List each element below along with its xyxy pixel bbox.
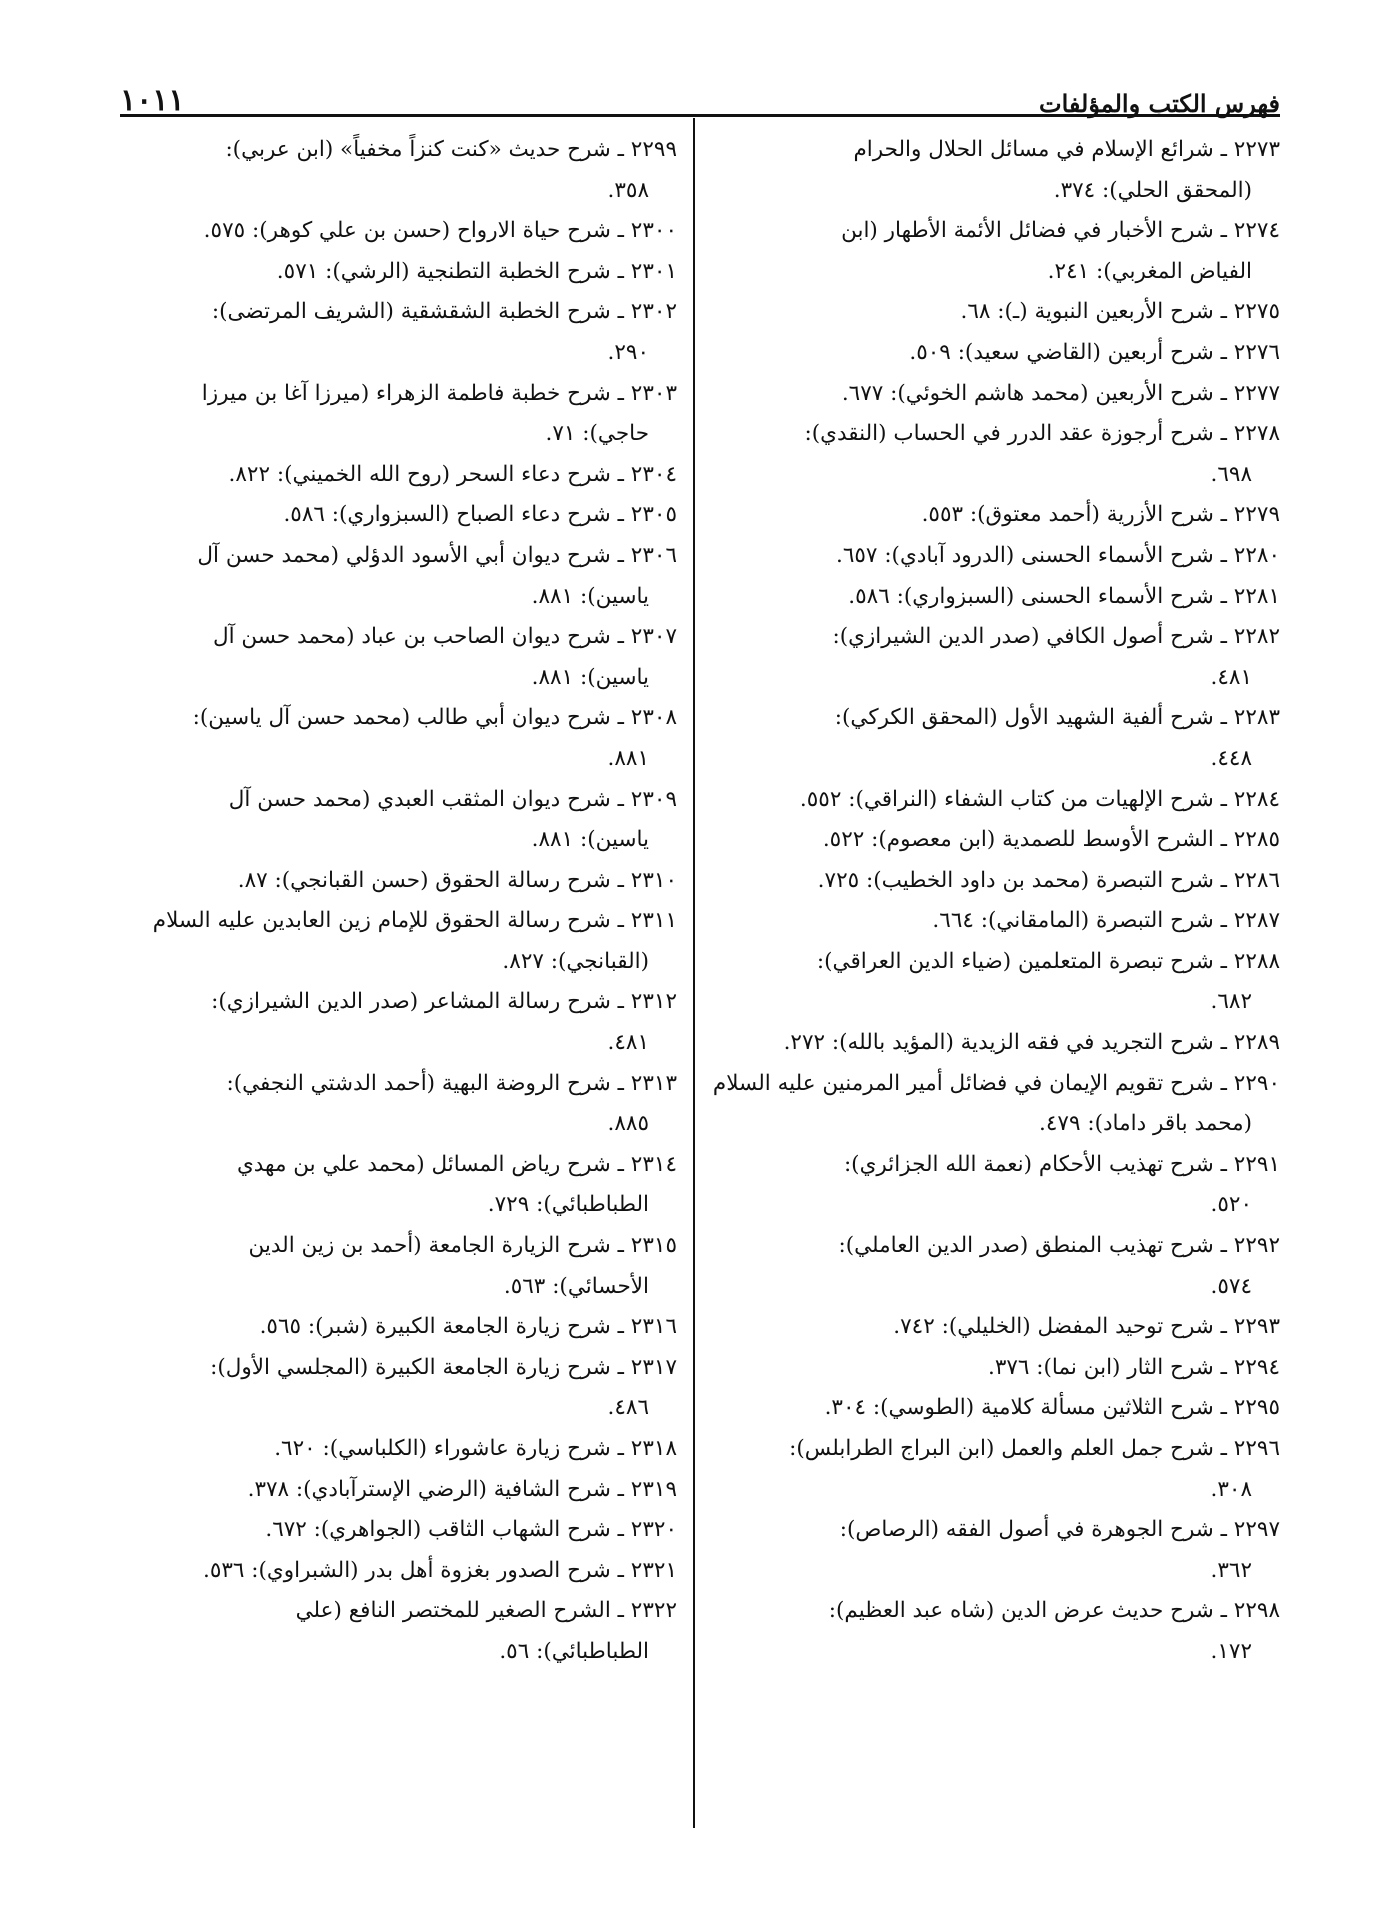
entry-text: ٢٢٩٨ ـ شرح حديث عرض الدين (شاه عبد العظيم):	[828, 1598, 1280, 1624]
entry-continuation: الأحسائي): ٥٦٣.	[503, 1273, 649, 1299]
entry-continuation: الطباطبائي): ٥٦.	[499, 1638, 649, 1664]
entry-text: ٢٢٩١ ـ شرح تهذيب الأحكام (نعمة الله الجزائري):	[843, 1151, 1280, 1177]
index-column-left	[120, 130, 677, 1673]
index-entry	[712, 1064, 1280, 1145]
index-entry	[712, 211, 1280, 292]
entry-continuation: ٨٨١.	[607, 745, 649, 771]
index-entry	[712, 901, 1280, 942]
entry-text: ٢٢٨١ ـ شرح الأسماء الحسنى (السبزواري): ٥٨٦.	[848, 583, 1280, 609]
entry-continuation: ٥٧٤.	[1210, 1273, 1252, 1299]
entry-text: ٢٢٨٩ ـ شرح التجريد في فقه الزيدية (المؤيد بالله): ٢٧٢.	[783, 1030, 1280, 1056]
index-entry	[712, 1388, 1280, 1429]
index-entry	[120, 495, 677, 536]
index-entry	[712, 617, 1280, 698]
entry-text: ٢٢٩٦ ـ شرح جمل العلم والعمل (ابن البراج الطرابلس):	[789, 1436, 1280, 1461]
entry-text: ٢٢٧٦ ـ شرح أربعين (القاضي سعيد): ٥٠٩.	[909, 339, 1280, 365]
entry-continuation: ياسين): ٨٨١.	[531, 583, 649, 609]
index-entry	[120, 617, 677, 698]
entry-text: ٢٢٨٨ ـ شرح تبصرة المتعلمين (ضياء الدين العراقي):	[816, 948, 1280, 974]
entry-text: ٢٣٠٨ ـ شرح ديوان أبي طالب (محمد حسن آل ياسين):	[192, 705, 677, 731]
entry-text: ٢٢٧٣ ـ شرائع الإسلام في مسائل الحلال والحرام	[853, 137, 1280, 162]
entry-text: ٢٢٩٠ ـ شرح تقويم الإيمان في فضائل أمير المرمنين عليه السلام	[712, 1070, 1280, 1096]
column-divider	[693, 118, 695, 1828]
index-entry	[120, 901, 677, 982]
index-entry	[120, 292, 677, 373]
entry-text: ٢٢٨٢ ـ شرح أصول الكافي (صدر الدين الشيرازي):	[832, 624, 1280, 650]
entry-continuation: ٤٨٦.	[607, 1395, 649, 1421]
entry-continuation: ١٧٢.	[1210, 1638, 1252, 1664]
entry-continuation: ياسين): ٨٨١.	[531, 664, 649, 690]
index-entry	[120, 1307, 677, 1348]
index-entry	[712, 820, 1280, 861]
index-entry	[712, 333, 1280, 374]
index-entry	[120, 982, 677, 1063]
entry-text: ٢٣١٤ ـ شرح رياض المسائل (محمد علي بن مهدي	[236, 1151, 677, 1177]
entry-text: ٢٢٧٧ ـ شرح الأربعين (محمد هاشم الخوئي): ٦٧٧.	[841, 380, 1280, 406]
index-entry	[712, 1348, 1280, 1389]
entry-text: ٢٣٢٢ ـ الشرح الصغير للمختصر النافع (علي	[295, 1598, 677, 1624]
index-entry	[120, 780, 677, 861]
entry-text: ٢٢٩٥ ـ شرح الثلاثين مسألة كلامية (الطوسي): ٣٠٤.	[824, 1395, 1280, 1421]
entry-text: ٢٣٠٤ ـ شرح دعاء السحر (روح الله الخميني): ٨٢٢.	[228, 461, 677, 487]
entry-continuation: (المحقق الحلي): ٣٧٤.	[1053, 177, 1252, 203]
entry-continuation: ٤٨١.	[1210, 664, 1252, 690]
index-entry	[120, 861, 677, 902]
entry-text: ٢٣٢١ ـ شرح الصدور بغزوة أهل بدر (الشبراوي): ٥٣٦.	[202, 1557, 677, 1583]
entry-continuation: ٥٢٠.	[1210, 1192, 1252, 1218]
entry-continuation: ٦٨٢.	[1210, 989, 1252, 1015]
entry-text: ٢٣١٨ ـ شرح زيارة عاشوراء (الكلباسي): ٦٢٠.	[274, 1436, 677, 1461]
entry-text: ٢٢٧٥ ـ شرح الأربعين النبوية (ـ): ٦٨.	[960, 299, 1280, 325]
index-entry	[712, 698, 1280, 779]
index-entry	[120, 1510, 677, 1551]
entry-continuation: حاجي): ٧١.	[545, 421, 649, 447]
index-entry	[712, 292, 1280, 333]
index-entry	[712, 1226, 1280, 1307]
entry-text: ٢٢٧٤ ـ شرح الأخبار في فضائل الأئمة الأطهار (ابن	[841, 218, 1280, 244]
index-entry	[120, 698, 677, 779]
entry-text: ٢٢٩٤ ـ شرح الثار (ابن نما): ٣٧٦.	[987, 1354, 1280, 1380]
header-rule	[120, 114, 1280, 117]
entry-text: ٢٢٩٢ ـ شرح تهذيب المنطق (صدر الدين العاملي):	[838, 1233, 1280, 1259]
entry-continuation: ٤٤٨.	[1210, 745, 1252, 771]
entry-text: ٢٢٨٠ ـ شرح الأسماء الحسنى (الدرود آبادي): ٦٥٧.	[835, 542, 1280, 568]
index-entry	[120, 1145, 677, 1226]
entry-continuation: ٣٦٢.	[1210, 1557, 1252, 1583]
index-entry	[120, 211, 677, 252]
index-entry	[712, 942, 1280, 1023]
page-number: ١٠١١	[120, 83, 185, 118]
entry-text: ٢٣١٥ ـ شرح الزيارة الجامعة (أحمد بن زين الدين	[248, 1233, 677, 1259]
index-entry	[120, 1551, 677, 1592]
entry-text: ٢٣٠٧ ـ شرح ديوان الصاحب بن عباد (محمد حسن آل	[212, 624, 677, 650]
entry-text: ٢٣١٧ ـ شرح زيارة الجامعة الكبيرة (المجلسي الأول):	[210, 1354, 677, 1380]
entry-text: ٢٢٧٨ ـ شرح أرجوزة عقد الدرر في الحساب (النقدي):	[804, 421, 1280, 447]
entry-text: ٢٢٨٥ ـ الشرح الأوسط للصمدية (ابن معصوم): ٥٢٢.	[822, 827, 1280, 853]
index-entry	[712, 495, 1280, 536]
entry-text: ٢٣١٩ ـ شرح الشافية (الرضي الإسترآبادي): ٣٧٨.	[247, 1476, 677, 1502]
entry-text: ٢٢٨٤ ـ شرح الإلهيات من كتاب الشفاء (النراقي): ٥٥٢.	[799, 786, 1280, 812]
entry-continuation: ٨٨٥.	[607, 1111, 649, 1137]
entry-text: ٢٣٠١ ـ شرح الخطبة التطنجية (الرشي): ٥٧١.	[276, 258, 677, 284]
entry-continuation: ٢٩٠.	[607, 339, 649, 365]
entry-continuation: ٦٩٨.	[1210, 461, 1252, 487]
index-entry	[712, 1145, 1280, 1226]
index-entry	[712, 374, 1280, 415]
index-entry	[120, 1470, 677, 1511]
entry-continuation: ٣٠٨.	[1210, 1476, 1252, 1502]
entry-text: ٢٣١٠ ـ شرح رسالة الحقوق (حسن القبانجي): ٨٧.	[237, 867, 677, 893]
entry-text: ٢٣١٢ ـ شرح رسالة المشاعر (صدر الدين الشيرازي):	[211, 989, 677, 1015]
entry-text: ٢٣٠٣ ـ شرح خطبة فاطمة الزهراء (ميرزا آغا بن ميرزا	[201, 380, 677, 406]
entry-text: ٢٣١٦ ـ شرح زيارة الجامعة الكبيرة (شبر): ٥٦٥.	[259, 1314, 677, 1340]
entry-continuation: الطباطبائي): ٧٢٩.	[487, 1192, 649, 1218]
entry-continuation: ٤٨١.	[607, 1030, 649, 1056]
entry-text: ٢٣١١ ـ شرح رسالة الحقوق للإمام زين العابدين عليه السلام	[152, 908, 677, 934]
index-entry	[712, 780, 1280, 821]
entry-continuation: (محمد باقر داماد): ٤٧٩.	[1039, 1111, 1252, 1137]
running-title: فهرس الكتب والمؤلفات	[1038, 89, 1280, 118]
entry-continuation: (القبانجي): ٨٢٧.	[502, 948, 649, 974]
entry-text: ٢٢٩٩ ـ شرح حديث «كنت كنزاً مخفياً» (ابن عربي):	[225, 137, 677, 162]
index-entry	[120, 536, 677, 617]
entry-text: ٢٣٠٩ ـ شرح ديوان المثقب العبدي (محمد حسن آل	[228, 786, 677, 812]
index-entry	[120, 1064, 677, 1145]
index-entry	[712, 130, 1280, 211]
entry-text: ٢٢٨٧ ـ شرح التبصرة (المامقاني): ٦٦٤.	[932, 908, 1280, 934]
index-entry	[712, 1307, 1280, 1348]
entry-text: ٢٢٧٩ ـ شرح الأزرية (أحمد معتوق): ٥٥٣.	[921, 502, 1280, 528]
index-entry	[712, 1023, 1280, 1064]
index-entry	[120, 130, 677, 211]
entry-text: ٢٣٠٢ ـ شرح الخطبة الشقشقية (الشريف المرتضى):	[211, 299, 677, 325]
index-entry	[120, 1348, 677, 1429]
entry-continuation: ياسين): ٨٨١.	[531, 827, 649, 853]
index-entry	[712, 861, 1280, 902]
entry-continuation: الفياض المغربي): ٢٤١.	[1047, 258, 1252, 284]
entry-text: ٢٣٠٥ ـ شرح دعاء الصباح (السبزواري): ٥٨٦.	[283, 502, 677, 528]
index-entry	[712, 577, 1280, 618]
index-entry	[712, 414, 1280, 495]
index-entry	[120, 1226, 677, 1307]
entry-text: ٢٣٠٠ ـ شرح حياة الارواح (حسن بن علي كوهر): ٥٧٥.	[203, 218, 677, 244]
index-entry	[120, 252, 677, 293]
page-header	[120, 70, 1280, 118]
entry-text: ٢٢٩٣ ـ شرح توحيد المفضل (الخليلي): ٧٤٢.	[893, 1314, 1280, 1340]
entry-text: ٢٢٨٣ ـ شرح ألفية الشهيد الأول (المحقق الكركي):	[834, 705, 1280, 731]
entry-text: ٢٢٩٧ ـ شرح الجوهرة في أصول الفقه (الرصاص):	[839, 1517, 1280, 1543]
index-entry	[120, 374, 677, 455]
index-entry	[120, 1591, 677, 1672]
index-entry	[712, 536, 1280, 577]
entry-text: ٢٣١٣ ـ شرح الروضة البهية (أحمد الدشتي النجفي):	[226, 1070, 677, 1096]
index-entry	[120, 1429, 677, 1470]
entry-continuation: ٣٥٨.	[607, 177, 649, 203]
index-entry	[712, 1591, 1280, 1672]
entry-text: ٢٣٠٦ ـ شرح ديوان أبي الأسود الدؤلي (محمد حسن آل	[197, 542, 677, 568]
entry-text: ٢٣٢٠ ـ شرح الشهاب الثاقب (الجواهري): ٦٧٢.	[265, 1517, 677, 1543]
entry-text: ٢٢٨٦ ـ شرح التبصرة (محمد بن داود الخطيب): ٧٢٥.	[817, 867, 1280, 893]
index-entry	[712, 1510, 1280, 1591]
index-entry	[120, 455, 677, 496]
index-entry	[712, 1429, 1280, 1510]
index-column-right	[712, 130, 1280, 1673]
